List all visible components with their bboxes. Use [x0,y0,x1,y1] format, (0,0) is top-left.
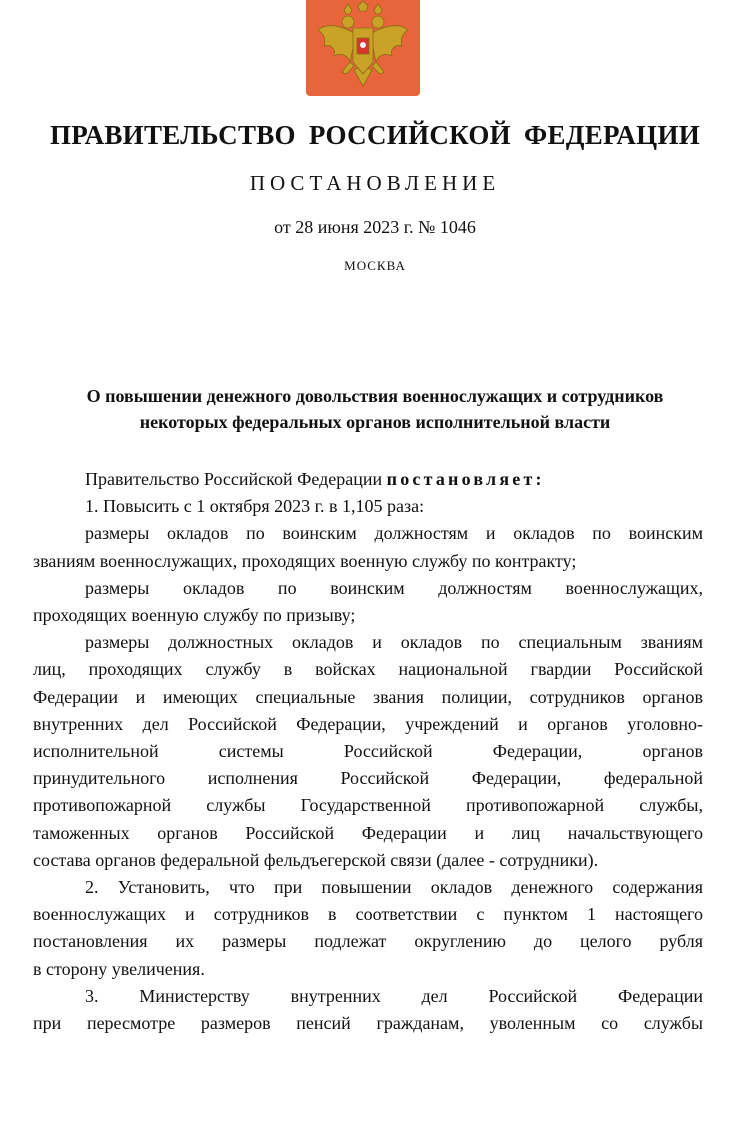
paragraph-1a [33,520,703,574]
text-line: проходящих военную службу по призыву; [33,605,356,626]
text-line: исполнительной системы Российской Федерации, органов [33,741,703,762]
intro-verb: постановляет: [386,469,545,489]
text-line: состава органов федеральной фельдъегерской связи (далее - сотрудники). [33,849,599,870]
text-line: 2. Установить, что при повышении окладов денежного содержания [85,877,703,898]
text-line: размеры окладов по воинским должностям военнослужащих, [85,577,703,598]
intro-paragraph [33,466,703,493]
text-line: званиям военнослужащих, проходящих военную службу по контракту; [33,550,577,571]
text-line: противопожарной службы Государственной противопожарной службы, [33,795,703,816]
paragraph-1b [33,575,703,629]
paragraph-3 [33,983,703,1037]
text-line: размеры должностных окладов и окладов по специальным званиям [85,632,703,653]
heading-line: О повышении денежного довольствия военнослужащих и сотрудников [86,386,664,406]
text-line: внутренних дел Российской Федерации, учреждений и органов уголовно- [33,713,703,734]
double-headed-eagle-icon [306,0,420,96]
paragraph-1c [33,629,703,874]
document-subject-heading [30,383,720,435]
text-line: при пересмотре размеров пенсий гражданам, уволенным со службы [33,1013,703,1034]
text-line: лиц, проходящих службу в войсках национальной гвардии Российской [33,659,703,680]
document-city: МОСКВА [344,258,406,273]
heading-line: некоторых федеральных органов исполнительной власти [139,412,611,432]
text-line: военнослужащих и сотрудников в соответствии с пунктом 1 настоящего [33,904,703,925]
document-date-number: от 28 июня 2023 г. № 1046 [274,217,476,237]
text-line: 3. Министерству внутренних дел Российской Федерации [85,985,703,1006]
state-emblem [306,0,420,96]
text-line: размеры окладов по воинским должностям и окладов по воинским [85,523,703,544]
text-line: постановления их размеры подлежат округлению до целого рубля [33,931,703,952]
document-kind: ПОСТАНОВЛЕНИЕ [249,171,501,195]
text-line: таможенных органов Российской Федерации и лиц начальствующего [33,822,703,843]
text-line: Федерации и имеющих специальные звания полиции, сотрудников органов [33,686,703,707]
page-title: ПРАВИТЕЛЬСТВО РОССИЙСКОЙ ФЕДЕРАЦИИ [49,120,701,150]
text-line: принудительного исполнения Российской Федерации, федеральной [33,768,703,789]
intro-lead: Правительство Российской Федерации [85,469,383,489]
text-line: в сторону увеличения. [33,958,205,979]
document-body [33,466,703,1037]
paragraph-1: 1. Повысить с 1 октября 2023 г. в 1,105 раза: [85,496,425,517]
paragraph-2 [33,874,703,983]
